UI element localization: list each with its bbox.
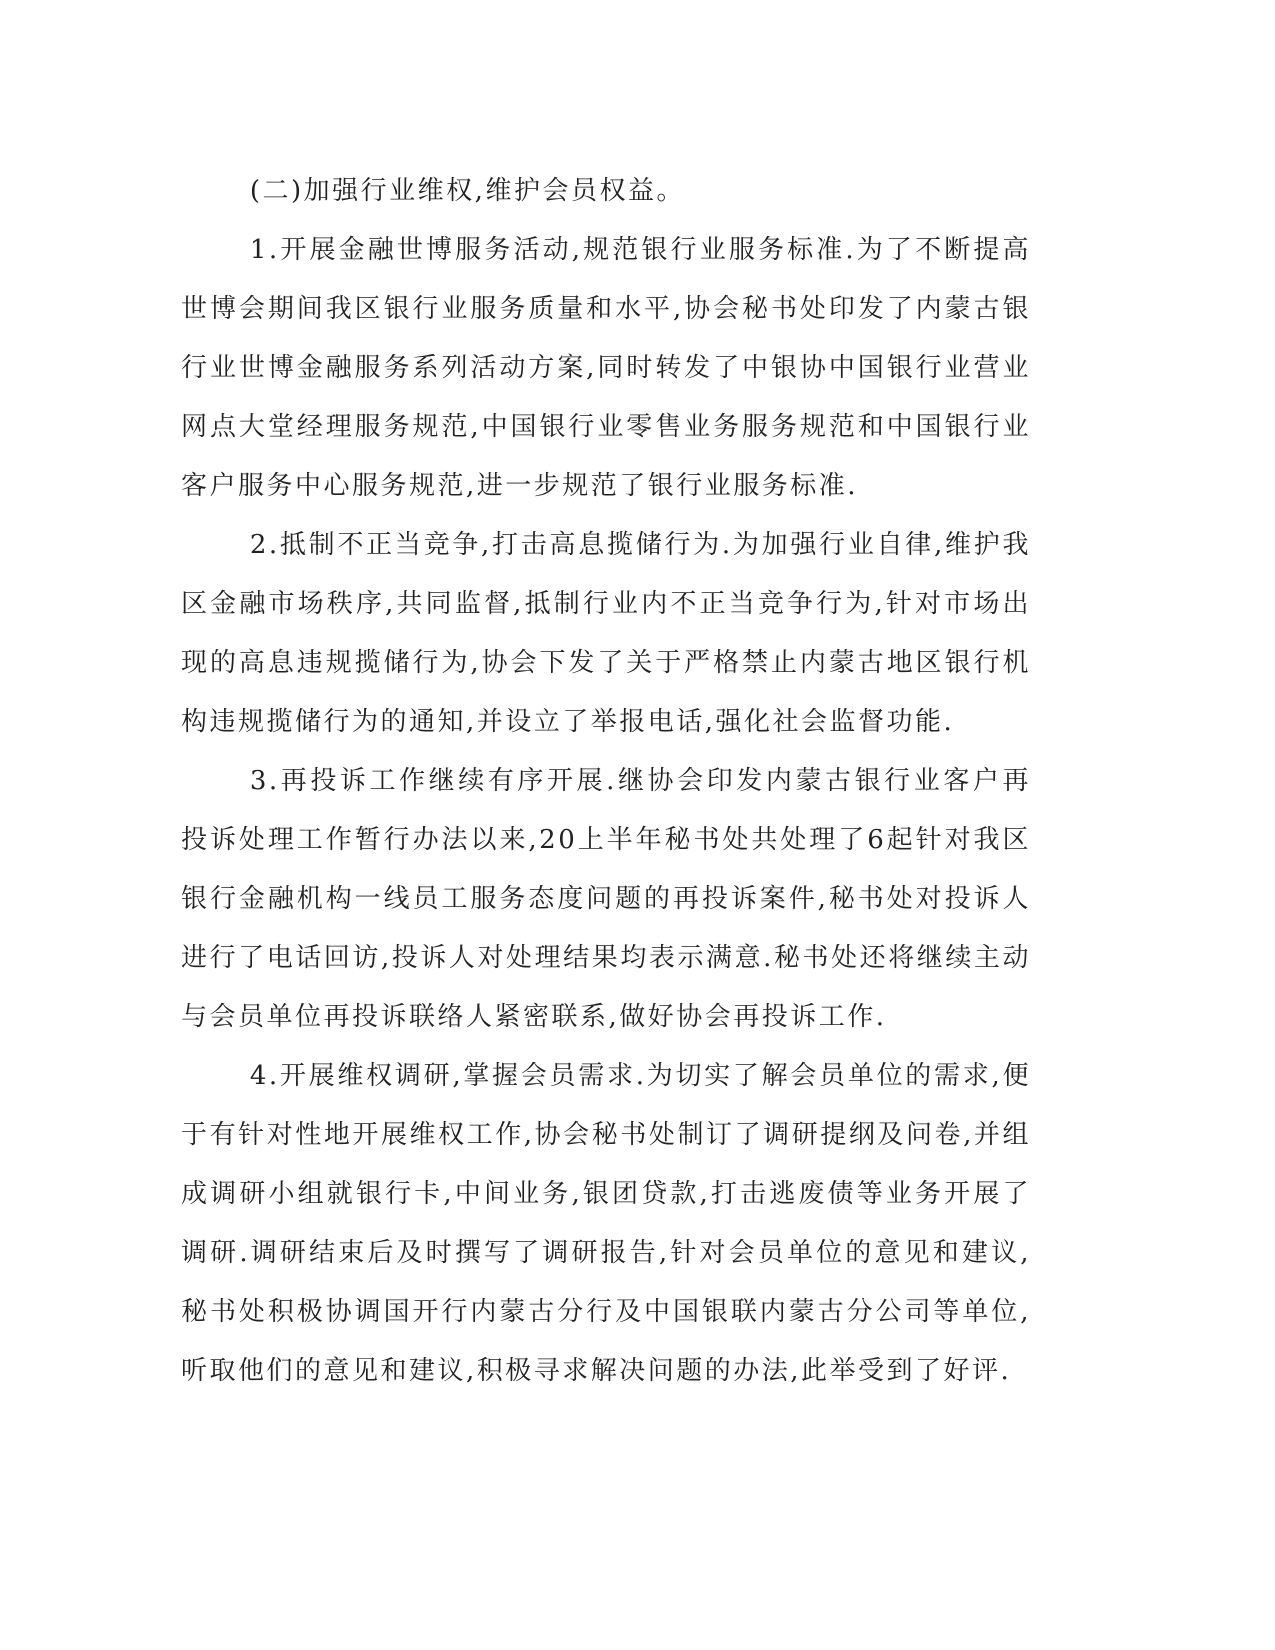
paragraph-3: 3.再投诉工作继续有序开展.继协会印发内蒙古银行业客户再投诉处理工作暂行办法以来,20上半年秘书处共处理了6起针对我区银行金融机构一线员工服务态度问题的再投诉案件,秘书处对投诉人进行了电话回访,投诉人对处理结果均表示满意.秘书处还将继续主动与会员单位再投诉联络人紧密联系,做好协会再投诉工作. bbox=[181, 766, 1031, 1032]
paragraph-4: 4.开展维权调研,掌握会员需求.为切实了解会员单位的需求,便于有针对性地开展维权工作,协会秘书处制订了调研提纲及问卷,并组成调研小组就银行卡,中间业务,银团贷款,打击逃废债等业务开展了调研.调研结束后及时撰写了调研报告,针对会员单位的意见和建议,秘书处积极协调国开行内蒙古分行及中国银联内蒙古分公司等单位,听取他们的意见和建议,积极寻求解决问题的办法,此举受到了好评. bbox=[181, 1061, 1031, 1386]
paragraph-1: 1.开展金融世博服务活动,规范银行业服务标准.为了不断提高世博会期间我区银行业服务质量和水平,协会秘书处印发了内蒙古银行业世博金融服务系列活动方案,同时转发了中银协中国银行业营业网点大堂经理服务规范,中国银行业零售业务服务规范和中国银行业客户服务中心服务规范,进一步规范了银行业服务标准. bbox=[181, 235, 1031, 501]
paragraph-2: 2.抵制不正当竞争,打击高息揽储行为.为加强行业自律,维护我区金融市场秩序,共同监督,抵制行业内不正当竞争行为,针对市场出现的高息违规揽储行为,协会下发了关于严格禁止内蒙古地区银行机构违规揽储行为的通知,并设立了举报电话,强化社会监督功能. bbox=[181, 530, 1031, 737]
document-body bbox=[181, 162, 1031, 1401]
section-heading: (二)加强行业维权,维护会员权益。 bbox=[249, 176, 685, 206]
